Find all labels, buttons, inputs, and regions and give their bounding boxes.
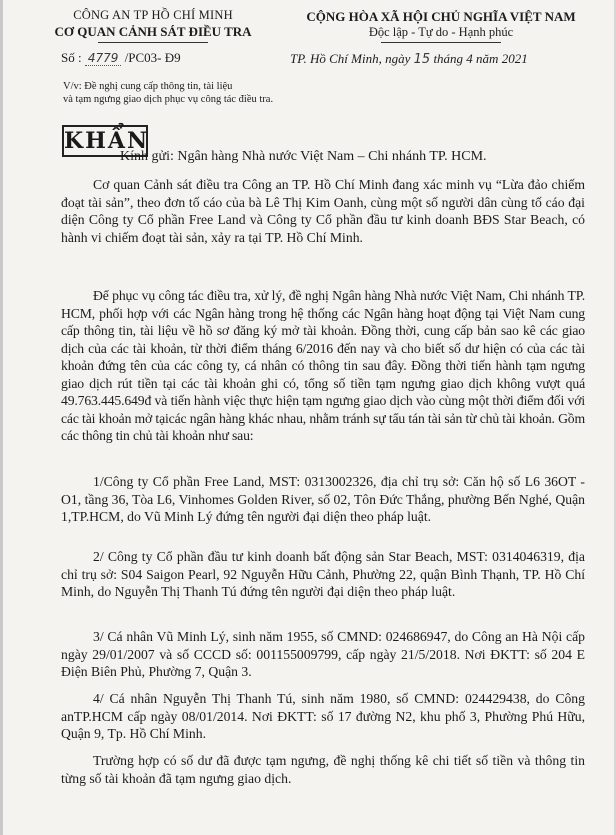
paragraph-item-1: 1/Công ty Cổ phần Free Land, MST: 0313002326, địa chỉ trụ sở: Căn hộ số L6 36OT - O1, tầng 36, Tòa L6, Vinhomes Golden River, số 02, Tôn Đức Thắng, phường Bến Nghé, Quận 1,TP.HCM, do Vũ Minh Lý đứng tên người đại diện theo pháp luật.	[61, 474, 585, 524]
document-number-prefix: Số :	[61, 50, 82, 65]
recipient-line: Kính gửi: Ngân hàng Nhà nước Việt Nam – Chi nhánh TP. HCM.	[120, 149, 487, 164]
motto-underline	[381, 42, 501, 43]
document-number-suffix: /PC03- Đ9	[124, 50, 181, 65]
agency-underline	[98, 42, 208, 43]
date-prefix: TP. Hồ Chí Minh, ngày	[290, 51, 411, 66]
agency-parent: CÔNG AN TP HỒ CHÍ MINH	[73, 8, 233, 22]
subject-block	[63, 80, 343, 106]
paragraph-item-4: 4/ Cá nhân Nguyễn Thị Thanh Tú, sinh năm 1980, số CMND: 024429438, do Công anTP.HCM cấp ngày 08/01/2014. Nơi ĐKTT: số 17 đường N2, khu phố 3, Phường Phú Hữu, Quận 9, Tp. Hồ Chí Minh.	[61, 691, 585, 741]
date-line	[290, 51, 528, 67]
national-title: CỘNG HÒA XÃ HỘI CHỦ NGHĨA VIỆT NAM	[306, 9, 576, 24]
urgent-stamp: KHẨN	[62, 125, 148, 157]
subject-line-1: V/v: Đề nghị cung cấp thông tin, tài liệu	[63, 81, 233, 92]
document-number	[61, 50, 181, 66]
paragraph-intro: Cơ quan Cảnh sát điều tra Công an TP. Hồ Chí Minh đang xác minh vụ “Lừa đảo chiếm đoạt tài sản”, theo đơn tố cáo của bà Lê Thị Kim Oanh, cùng một số người dân cùng tố cáo đại diện Công ty Cổ phần Free Land và Công ty Cổ phần đầu tư kinh doanh BĐS Star Beach, có hành vi chiếm đoạt tài sản, xảy ra tại TP. Hồ Chí Minh.	[61, 177, 585, 245]
paragraph-closing: Trường hợp có số dư đã được tạm ngưng, đề nghị thống kê chi tiết số tiền và thông tin từng số tài khoản đã tạm ngưng giao dịch.	[61, 753, 585, 786]
national-motto: Độc lập - Tự do - Hạnh phúc	[368, 25, 514, 39]
paragraph-item-2: 2/ Công ty Cổ phần đầu tư kinh doanh bất động sản Star Beach, MST: 0314046319, địa chỉ trụ sở: S04 Saigon Pearl, 92 Nguyễn Hữu Cảnh, Phường 22, quận Bình Thạnh, TP. Hồ Chí Minh, do Nguyễn Thị Thanh Tú đứng tên người đại diện theo pháp luật.	[61, 549, 585, 599]
paragraph-item-3: 3/ Cá nhân Vũ Minh Lý, sinh năm 1955, số CMND: 024686947, do Công an Hà Nội cấp ngày 29/01/2007 và số CCCD số: 001155009799, cấp ngày 21/5/2018. Nơi ĐKTT: số 204 E Điện Biên Phủ, Phường 7, Quận 3.	[61, 629, 585, 679]
agency-name: CƠ QUAN CẢNH SÁT ĐIỀU TRA	[54, 24, 252, 39]
document-number-handwritten: 4779	[85, 51, 122, 66]
paragraph-request: Để phục vụ công tác điều tra, xử lý, đề nghị Ngân hàng Nhà nước Việt Nam, Chi nhánh TP. HCM, phối hợp với các Ngân hàng trong hệ thống các Ngân hàng hoạt động tại Việt Nam cung cấp thông tin, tài liệu về hồ sơ đăng ký mở tài khoản. Đồng thời, cung cấp bản sao kê các giao dịch của các tài khoản, từ thời điểm tháng 6/2016 đến nay và cho biết số dư hiện có của các tài khoản đứng tên của các công ty, cá nhân có thông tin sau đây. Đồng thời tiến hành tạm ngưng giao dịch rút tiền tại các tài khoản ghi có, tổng số tiền tạm ngưng giao dịch không vượt quá 49.763.445.649đ và tiến hành việc thực hiện tạm ngưng giao dịch vào cùng một thời điểm đối với các tài khoản mở tạicác ngân hàng khác nhau, nhằm tránh sự tẩu tán tài sản từ chủ tài khoản. Gồm các thông tin chủ tài khoản như sau:	[61, 288, 585, 443]
date-month-year: tháng 4 năm 2021	[433, 51, 528, 66]
date-day-handwritten: 15	[413, 52, 431, 67]
subject-line-2: và tạm ngưng giao dịch phục vụ công tác điều tra.	[63, 94, 274, 105]
